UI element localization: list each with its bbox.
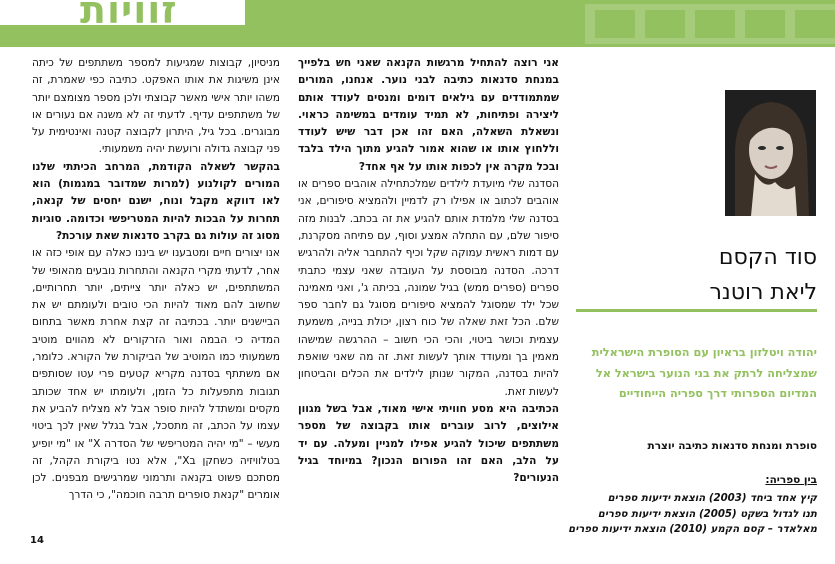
article-intro: יהודה ויטלזון בראיון עם הסופרת הישראלית שמצליחה לרתק את בני הנוער בישראל אל המדיום הספרותי דרך ספריה הייחודיים	[591, 346, 817, 400]
article-left-column	[32, 55, 280, 505]
author-photo	[725, 90, 816, 216]
question-1: אני רוצה להתחיל מרגשות הקנאה שאני חש בלפייך במנחת סדנאות כתיבה לבני נוער. אנחנו, המורים שמתמודדים עם גילאים דומים ומנסים לעודד אותם ליצירה ופתיחות, לא תמיד עומדים במשימה כראוי. ונשאלת השאלה, האם זהו אכן דבר שיש לעודד וללחוץ אותו או שהוא אמור להגיע מתוך הילד בלבד ובכל מקרה אין לכפות אותו על אף אחד?	[298, 57, 559, 173]
page-number: 14	[30, 535, 44, 546]
answer-2: מניסיון, קבוצות שמגיעות למספר משתתפים של כיתה אינן משיגות את אותו האפקט. כתיבה כפי שאמרת, זה משהו יותר אישי מאשר קבוצתי ולכן מספר מצומצם יותר של משתתפים עדיף. לדעתי זה לא משנה אם נעורים או מבוגרים. בכל גיל, היתרון לקבוצה קטנה ואינטימית על פני קבוצה גדולה ורועשת יהיה משמעותי.	[31, 57, 280, 156]
article-middle-column	[298, 55, 559, 487]
header-band	[0, 0, 835, 47]
books-heading: בין ספריה:	[765, 474, 817, 486]
film-strip-decoration	[585, 0, 835, 54]
book-item: קיץ אחד ביחד (2003) הוצאת ידיעות ספרים	[607, 493, 817, 504]
section-title: זוויות	[80, 0, 178, 32]
book-item: תנו לגדול בשקט (2005) הוצאת ידיעות ספרים	[597, 508, 817, 520]
books-list	[568, 491, 817, 538]
article-heading	[710, 240, 818, 310]
author-name: ליאת רוטנר	[709, 280, 817, 305]
article-title: סוד הקסם	[718, 245, 817, 270]
heading-divider	[576, 309, 817, 312]
author-role: סופרת ומנחת סדנאות כתיבה יוצרת	[647, 440, 817, 452]
answer-3: אנו יצורים חיים ומטבענו יש ביננו כאלה עם אופי כזה או אחר, לדעתי מקרי הקנאה והתחרות נובעים מהאופי של המשתתפים, יש כאלה יותר צייתים, יותר תחרותיים, שחשוב להם מאוד להיות הכי טובים ולעומתם יש את הביישנים יותר. בכתיבה זה קצת אחרת מאשר בתחום המדיה כי הבמה ואור הזרקורים לא מהווים מוטיב משמעותי כמו המוטיב של הביקורת של הקורא. כלומר, אם משתתף בסדנה מקריא קטעים פרי עטו שסותפים תגובות מתפעלות כל הזמן, ולעומתו יש אחד שכותב מקסים ומשתדל להיות סופר אבל לא מצליח להביע את עצמו על הכתב, זה מתסכל, אבל בגלל שאין לכך ביטוי מעשי – "מי יהיה המטריפשי של הסדרה X" או "מי יופיע בטלוויזיה כשחקן בX", אלא נטו ביקורת הקהל, זה מסתכם פשוט בקנאה ותרמוני שמרגישים מבפנים. לכן אומרים "קנאת סופרים תרבה חוכמה", כי הדרך	[32, 247, 281, 502]
question-3: בהקשר לשאלה הקודמת, המרחב הכיתתי שלנו המורים לקולנוע (למרות שמדובר במגמות) הוא לאו דווקא מקבל ונוח, ישנם יחסים של קנאה, תחרות על הבכות להיות המטריפשי וכדומה. סוגיות מסוג זה עולות גם בקרב סדנאות שאת עורכת?	[32, 160, 280, 242]
question-2: הכתיבה היא מסע חוויתי אישי מאוד, אבל בשל מגוון אילוצים, לרוב עוברים אותו בקבוצה של מספר משתתפים שיכול להגיע אפילו למניין ומעלה. עם יד על הלב, האם זהו הפורום הנכון? במיוחד בגיל הנעורים?	[298, 402, 559, 485]
book-item: מאלאדר – קסם הקמע (2010) הוצאת ידיעות ספרים	[568, 524, 817, 536]
answer-1: הסדנה שלי מיועדת לילדים שמלכתחילה אוהבים ספרים או אוהבים לכתוב או אפילו רק לדמיין ולהמציא סיפורים, אני בסדנה שלי מלמדת אותם להגיע את זה בכתב. לבנות מזה סיפור שלם, עם התחלה אמצע וסוף, עם פתיחה מסקרנת, עם דמות ראשית עמוקה שקל וכיף להתחבר אליה ולהרגיש דרכה. הסדנה מבוססת על העובדה שאני עצמי כתבתי ספרים (ספרים ממש) בגיל שמונה, בכיתה ג', ואני מאמינה שכל ילד שמסוגל להמציא סיפורים מסוגל גם לחבר ספר שלם. הכל זאת שאלה של כוח רצון, יכולת בנייה, משמעת עצמית וכושר ביטוי, והכי הכי חשוב – ההרגשה שמישהו מאמין בך ומעודד אותך לעשות זאת. זה מה שאני שואפת להיות בסדנה, המקור שנותן לילדים את הכלים והביטחון לעשות זאת.	[298, 178, 559, 398]
author-portrait-image	[725, 90, 816, 216]
